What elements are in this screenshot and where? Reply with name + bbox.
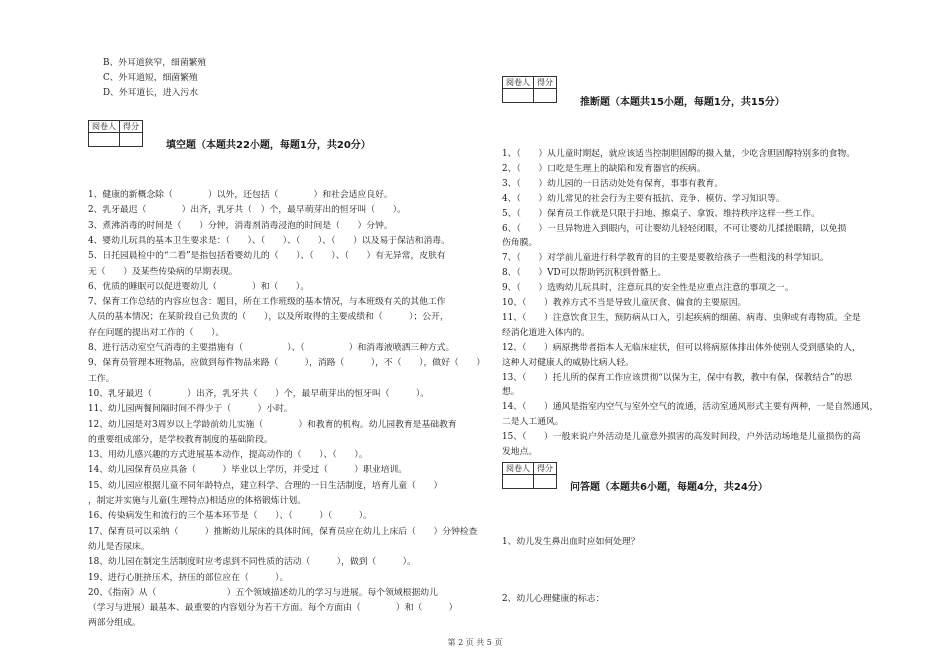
judge-question-line: 二是人工通风。	[502, 417, 564, 428]
fill-question-line: 存在问题的提出对工作的（ ）。	[88, 327, 225, 338]
fill-question-line: 10、乳牙最迟（ ）出齐，乳牙共（ ）个，最早萌芽出的恒牙叫（ ）。	[88, 388, 430, 399]
reviewer-cell[interactable]	[89, 133, 120, 147]
reviewer-cell[interactable]	[503, 475, 534, 489]
page-footer: 第 2 页 共 5 页	[447, 638, 503, 647]
fill-question-line: 无（ ）及某些传染病的早期表现。	[88, 266, 238, 277]
judge-section-title: 推断题（本题共15小题，每题1分，共15分）	[580, 97, 785, 108]
fill-question-line: 1、健康的新概念除（ ）以外，还包括（ ）和社会适应良好。	[88, 190, 393, 200]
fill-question-line: 人员的基本情况；在某阶段自己负责的（ ），以及所取得的主要成绩和（ ）；公开，	[88, 312, 449, 323]
judge-score-box	[502, 76, 557, 103]
fill-question-line: 15、幼儿园应根据儿童不同年龄特点，建立科学、合理的一日生活制度，培育儿童（ ）	[88, 480, 443, 491]
judge-question-line: 伤角膜。	[502, 238, 538, 249]
fill-question-line: ，制定并实施与儿童(生理特点)相适应的体格锻炼计划。	[88, 496, 306, 506]
fill-question-line: 5、日托园晨检中的“二看”是指包括看婴幼儿的（ ）、（ ）、（ ）有无异常，皮肤有	[88, 251, 446, 262]
fill-question-line: 19、进行心脏挤压术，挤压的部位应在（ ）。	[88, 572, 289, 583]
option-c: C、外耳道短，细菌繁殖	[103, 73, 198, 83]
judge-question-line: 2、（ ）口吃是生理上的缺陷和发育器官的疾病。	[502, 163, 706, 174]
score-cell[interactable]	[534, 475, 557, 489]
judge-question-line: 7、（ ）对学前儿童进行科学教育的目的主要是要教给孩子一些粗浅的科学知识。	[502, 253, 829, 264]
judge-question-line: 经消化道进入体内的。	[502, 327, 590, 338]
score-label: 得分	[534, 463, 557, 475]
fill-question-line: 18、幼儿园在制定生活制度时应考虑到不同性质的活动（ ），做到（ ）。	[88, 557, 416, 568]
judge-question-line: 6、（ ）一旦异物进入到眼内，可让婴幼儿轻轻闭眼，不可让婴幼儿揉搓眼睛，以免损	[502, 223, 847, 234]
fill-question-line: 9、保育员管理本班物品，应做到每件物品来路（ ），消路（ ），不（ ），做好（ ）	[88, 358, 486, 369]
judge-question-line: 4、（ ）幼儿常见的社会行为主要有抵抗、竞争、模仿、学习知识等。	[502, 193, 785, 204]
fill-question-line: 工作。	[88, 373, 115, 384]
fill-question-line: 幼儿是否尿床。	[88, 541, 150, 552]
reviewer-label: 阅卷人	[503, 77, 534, 89]
fill-question-line: 17、保育员可以采纳（ ）推断幼儿尿床的具体时间，保育员应在幼儿上床后（ ）分钟检查	[88, 526, 478, 537]
judge-question-line: 想。	[502, 387, 520, 398]
fill-section-title: 填空题（本题共22小题，每题1分，共20分）	[166, 140, 371, 151]
judge-question-line: 1、（ ）从儿童时期起，就应该适当控制胆固醇的摄入量，少吃含胆固醇特别多的食物。	[502, 149, 856, 159]
fill-question-line: 20、《指南》从（ ）五个领域描述幼儿的学习与进展。每个领域根据幼儿	[88, 587, 438, 598]
fill-question-line: （学习与进展）最基本、最重要的内容划分为若干方面。每个方面由（ ）和（ ）	[88, 603, 458, 614]
fill-question-line: 两部分组成。	[88, 618, 141, 629]
fill-question-line: 13、用幼儿感兴趣的方式进展基本动作，提高动作的（ ）、（ ）。	[88, 450, 368, 461]
fill-question-line: 的重要组成部分，是学校教育制度的基础阶段。	[88, 434, 273, 445]
judge-question-line: 9、（ ）选购幼儿玩具时，注意玩具的安全性是应重点注意的事项之一。	[502, 283, 794, 294]
judge-question-line: 14、（ ）通风是指室内空气与室外空气的流通，活动室通风形式主要有两种，一是自然通风，	[502, 402, 879, 413]
fill-question-line: 4、婴幼儿玩具的基本卫生要求是：（ ）、（ ）、（ ）、（ ）以及易于保洁和消毒。	[88, 235, 450, 246]
option-d: D、外耳道长，进入污水	[103, 88, 199, 98]
judge-question-line: 12、（ ）病原携带者指本人无临床症状，但可以将病原体排出体外使别人受到感染的人，	[502, 342, 861, 353]
score-cell[interactable]	[534, 89, 557, 103]
qa-question-1: 1、幼儿发生鼻出血时应如何处理？	[502, 537, 640, 547]
qa-section-title: 问答题（本题共6小题，每题4分，共24分）	[570, 482, 768, 493]
score-cell[interactable]	[120, 133, 143, 147]
score-label: 得分	[120, 121, 143, 133]
qa-score-box	[502, 462, 557, 489]
judge-question-line: 11、（ ）注意饮食卫生，预防病从口入，引起疾病的细菌、病毒、虫卵或有毒物质。全是	[502, 312, 861, 323]
fill-question-line: 8、进行活动室空气消毒的主要措施有（ ）、（ ）和消毒液喷洒三种方式。	[88, 343, 455, 353]
qa-question-2: 2、幼儿心理健康的标志：	[502, 594, 605, 604]
score-label: 得分	[534, 77, 557, 89]
fill-question-line: 11、幼儿园两餐间隔时间不得少于（ ）小时。	[88, 404, 293, 415]
judge-question-line: 发地点。	[502, 447, 538, 457]
fill-question-line: 14、幼儿园保育员应具备（ ）毕业以上学历，并受过（ ）职业培训。	[88, 465, 408, 476]
fill-score-box	[88, 120, 143, 147]
reviewer-label: 阅卷人	[89, 121, 120, 133]
judge-question-line: 3、（ ）幼儿园的一日活动处处有保育，事事有教育。	[502, 178, 724, 189]
fill-question-line: 2、乳牙最迟（ ）出齐，乳牙共（ ）个，最早萌芽出的恒牙叫（ ）。	[88, 205, 406, 216]
fill-question-line: 7、保育工作总结的内容应包含：题目，所在工作班级的基本情况，与本班级有关的其他工作	[88, 297, 446, 308]
reviewer-cell[interactable]	[503, 89, 534, 103]
fill-question-line: 12、幼儿园是对3周岁以上学龄前幼儿实施（ ）和教育的机构。幼儿园教育是基础教育	[88, 419, 457, 430]
judge-question-line: 15、（ ）一般来说户外活动是儿童意外损害的高发时间段，户外活动场地是儿童损伤的高	[502, 432, 861, 443]
reviewer-label: 阅卷人	[503, 463, 534, 475]
judge-question-line: 这种人对健康人的威胁比病人轻。	[502, 357, 634, 368]
judge-question-line: 10、（ ）教养方式不当是导致儿童厌食、偏食的主要原因。	[502, 298, 747, 308]
option-b: B、外耳道狭窄，细菌繁殖	[103, 58, 207, 68]
judge-question-line: 13、（ ）托儿所的保育工作应该贯彻“以保为主，保中有教，教中有保，保教结合”的思	[502, 372, 853, 383]
judge-question-line: 5、（ ）保育员工作就是只限于扫地、擦桌子、拿饭、维持秩序这样一些工作。	[502, 208, 820, 219]
fill-question-line: 6、优质的睡眠可以促进婴幼儿（ ）和（ ）。	[88, 281, 310, 292]
fill-question-line: 16、传染病发生和流行的三个基本环节是（ ）、（ ）（ ）。	[88, 511, 372, 522]
judge-question-line: 8、（ ）VD可以帮助钙沉积到骨骼上。	[502, 268, 667, 279]
fill-question-line: 3、煮沸消毒的时间是（ ）分钟，消毒剂消毒浸泡的时间是（ ）分钟。	[88, 220, 393, 231]
